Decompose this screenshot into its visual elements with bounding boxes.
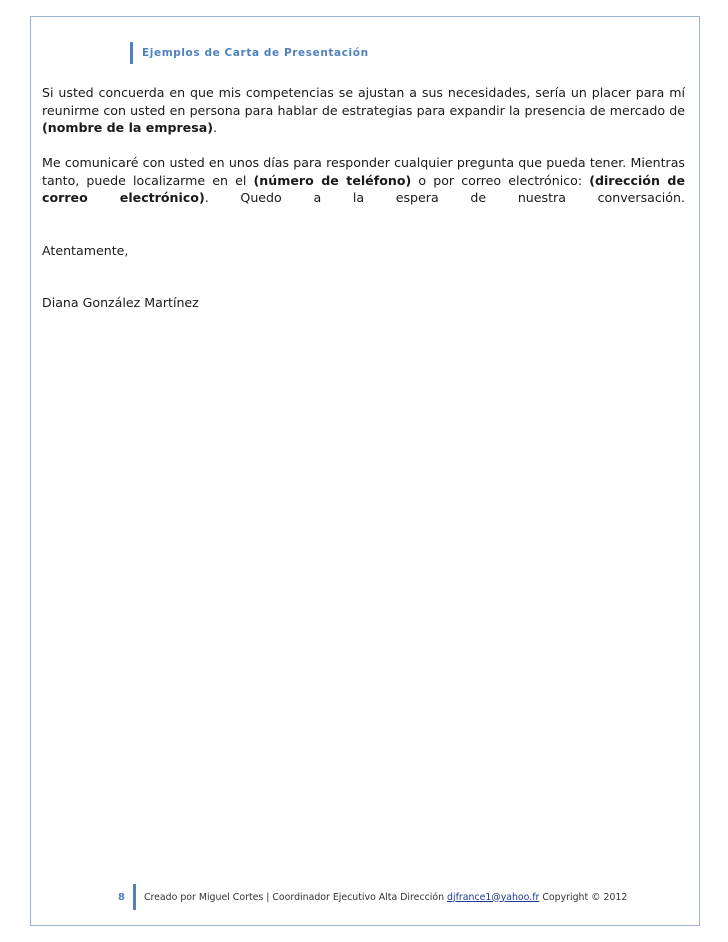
paragraph-contact-middle: o por correo electrónico: [411, 172, 590, 188]
letter-body [42, 84, 685, 312]
page-number: 8 [118, 891, 125, 903]
company-name-placeholder: (nombre de la empresa) [42, 120, 213, 135]
footer-credit: Creado por Miguel Cortes | Coordinador Ejecutivo Alta Dirección [143, 891, 445, 903]
footer-email-link[interactable]: djfrance1@yahoo.fr [447, 891, 540, 903]
paragraph-interest [42, 84, 685, 137]
footer-copyright: Copyright © 2012 [542, 891, 628, 903]
footer-accent-bar [133, 884, 136, 910]
header-accent-bar [130, 42, 133, 64]
paragraph-interest-end: . [212, 120, 217, 135]
closing-salutation: Atentamente, [42, 242, 129, 258]
paragraph-contact-end: . Quedo a la espera de nuestra conversación. [204, 190, 685, 205]
paragraph-contact-text: Me comunicaré con usted en unos días para responder cualquier pregunta que pueda tener. Mientras tanto, puede localizarme en el [42, 155, 685, 188]
page-header [130, 42, 369, 64]
paragraph-contact [42, 154, 685, 207]
phone-number-placeholder: (número de teléfono) [253, 172, 412, 188]
header-title: Ejemplos de Carta de Presentación [142, 47, 369, 59]
page-footer [118, 884, 627, 910]
paragraph-interest-text: Si usted concuerda en que mis competencias se ajustan a sus necesidades, sería un placer para mí reunirme con usted en persona para hablar de estrategias para expandir la presencia de mercado de [42, 85, 685, 118]
signature-name: Diana González Martínez [42, 295, 199, 310]
email-address-placeholder: (dirección de correo electrónico) [42, 172, 685, 205]
